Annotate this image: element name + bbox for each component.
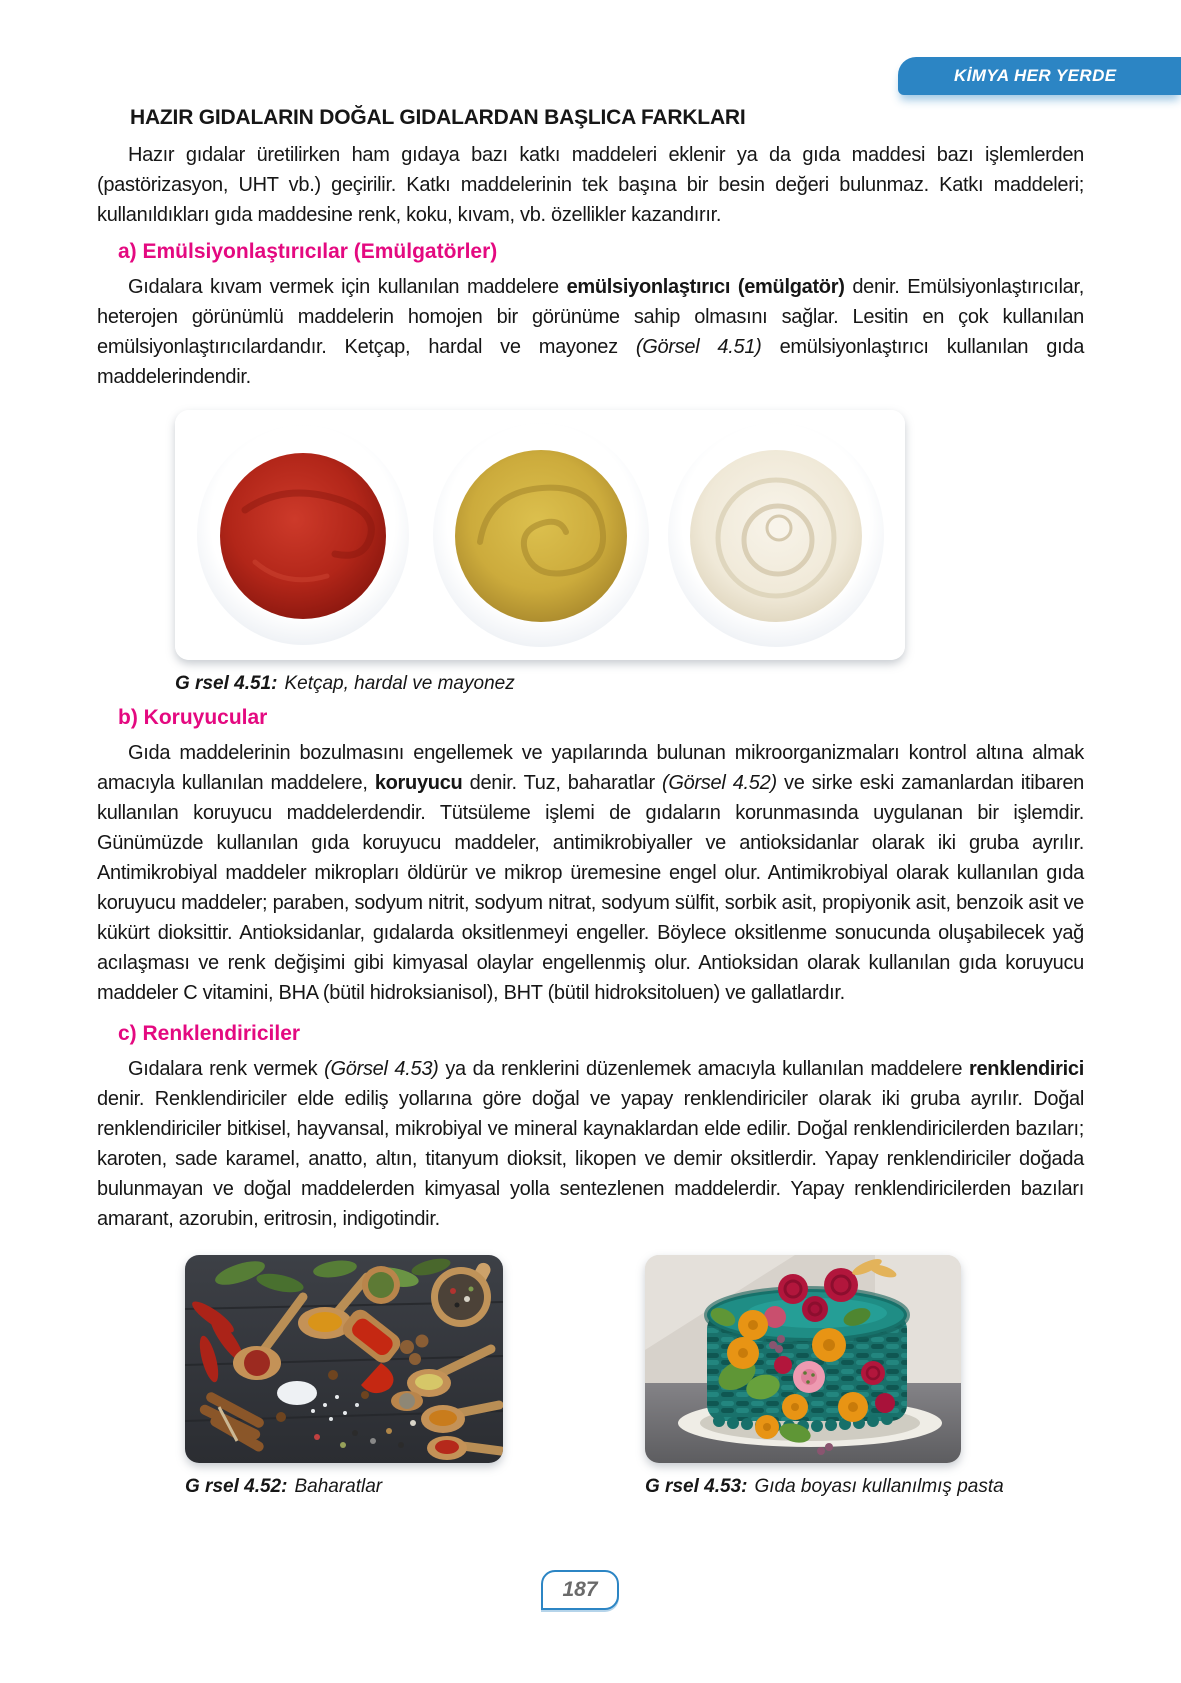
page-content bbox=[97, 106, 1084, 1499]
section-a-paragraph: Gıdalara kıvam vermek için kullanılan maddelere emülsiyonlaştırıcı (emülgatör) denir. Emülsiyonlaştırıcılar, heterojen görünümlü maddelerin homojen bir görünüme sahip olmasını sağlar. Lesitin en çok kullanılan emülsiyonlaştırıcılardandır. Ketçap, hardal ve mayonez (Görsel 4.51) emülsiyonlaştırıcı kullanılan gıda maddelerindendir. bbox=[97, 276, 1085, 388]
page-number: 187 bbox=[562, 1578, 598, 1601]
figure-453-card bbox=[645, 1255, 961, 1463]
intro-paragraph: Hazır gıdalar üretilirken ham gıdaya bazı katkı maddeleri eklenir ya da gıda maddesi bazı işlemlerden (pastörizasyon, UHT vb.) geçirilir. Katkı maddelerinin tek başına bir besin değeri bulunmaz. Katkı maddeleri; kullanıldıkları gıda maddesine renk, koku, kıvam, vb. özellikler kazandırır. bbox=[97, 144, 1084, 226]
section-b-paragraph: Gıda maddelerinin bozulmasını engellemek ve yapılarında bulunan mikroorganizmaları kontrol altına almak amacıyla kullanılan maddelere, koruyucu denir. Tuz, baharatlar (Görsel 4.52) ve sirke eski zamanlardan itibaren kullanılan koruyucu maddelerdendir. Tütsüleme işlemi de gıdaların korunmasında uygulanan bir işlemdir. Günümüzde kullanılan gıda koruyucu maddeler, antimikrobiyaller ve antioksidanlar olarak iki gruba ayrılır. Antimikrobiyal maddeler mikropları öldürür ve mikrop üremesine engel olur. Antimikrobiyal olarak kullanılan gıda koruyucu maddeler; paraben, sodyum nitrit, sodyum nitrat, sodyum sülfit, sorbik asit, propiyonik asit, benzoik asit ve kükürt dioksittir. Antioksidanlar, gıdalarda oksitlenmeyi engeller. Böylece oksitlenme sonucunda oluşabilecek yağ acılaşması ve renk değişimi gibi kimyasal olaylar engellenmiş olur. Antioksidan olarak kullanılan gıda koruyucu maddeler C vitamini, BHA (bütil hidroksianisol), BHT (bütil hidroksitoluen) ve gallatlardır. bbox=[97, 742, 1084, 1004]
herb-bowl bbox=[362, 1266, 400, 1304]
figure-451-card bbox=[175, 410, 905, 660]
figure-451-label: G rsel 4.51: bbox=[175, 673, 278, 694]
figure-row bbox=[97, 1255, 1084, 1463]
figure-451-caption bbox=[175, 672, 1084, 696]
figure-452-label: G rsel 4.52: bbox=[185, 1476, 288, 1497]
mayonnaise-bowl bbox=[668, 423, 884, 647]
section-c-paragraph: Gıdalara renk vermek (Görsel 4.53) ya da renklerini düzenlemek amacıyla kullanılan maddelere renklendirici denir. Renklendiriciler elde ediliş yollarına göre doğal ve yapay renklendiriciler olarak iki gruba ayrılır. Doğal renklendiriciler bitkisel, hayvansal, mikrobiyal ve mineral kaynaklardan elde edilir. Doğal renklendiricilerden bazıları; karoten, sade karamel, anatto, altın, titanyum dioksit, likopen ve demir oksitlerdir. Yapay renklendiriciler doğada bulunmayan ve doğal maddelerden kimyasal yolla sentezlenen maddelerdir. Yapay renklendiricilerden bazıları amarant, azorubin, eritrosin, indigotindir. bbox=[97, 1058, 1085, 1230]
section-b-heading: b) Koruyucular bbox=[118, 706, 268, 729]
page-title: HAZIR GIDALARIN DOĞAL GIDALARDAN BAŞLICA FARKLARI bbox=[130, 106, 746, 129]
figure-452-caption bbox=[185, 1475, 382, 1499]
section-c-heading: c) Renklendiriciler bbox=[118, 1022, 301, 1045]
ketchup-bowl bbox=[197, 425, 409, 645]
cake-image bbox=[645, 1255, 961, 1463]
section-a-heading: a) Emülsiyonlaştırıcılar (Emülgatörler) bbox=[118, 240, 498, 263]
figure-453-caption bbox=[645, 1475, 1004, 1499]
figure-452-text: Baharatlar bbox=[294, 1476, 383, 1497]
chapter-badge bbox=[898, 57, 1181, 95]
figure-453-text: Gıda boyası kullanılmış pasta bbox=[754, 1476, 1004, 1497]
figure-452-card bbox=[185, 1255, 503, 1463]
chapter-badge-label: KİMYA HER YERDE bbox=[954, 66, 1117, 85]
caption-row bbox=[97, 1475, 1084, 1499]
spices-image bbox=[185, 1255, 503, 1463]
pink-flower bbox=[793, 1361, 825, 1393]
mustard-bowl bbox=[433, 423, 649, 647]
figure-451-text: Ketçap, hardal ve mayonez bbox=[284, 673, 515, 694]
figure-453-label: G rsel 4.53: bbox=[645, 1476, 748, 1497]
ketchup-mustard-mayo-image bbox=[175, 410, 905, 660]
page-number-box bbox=[541, 1570, 619, 1610]
